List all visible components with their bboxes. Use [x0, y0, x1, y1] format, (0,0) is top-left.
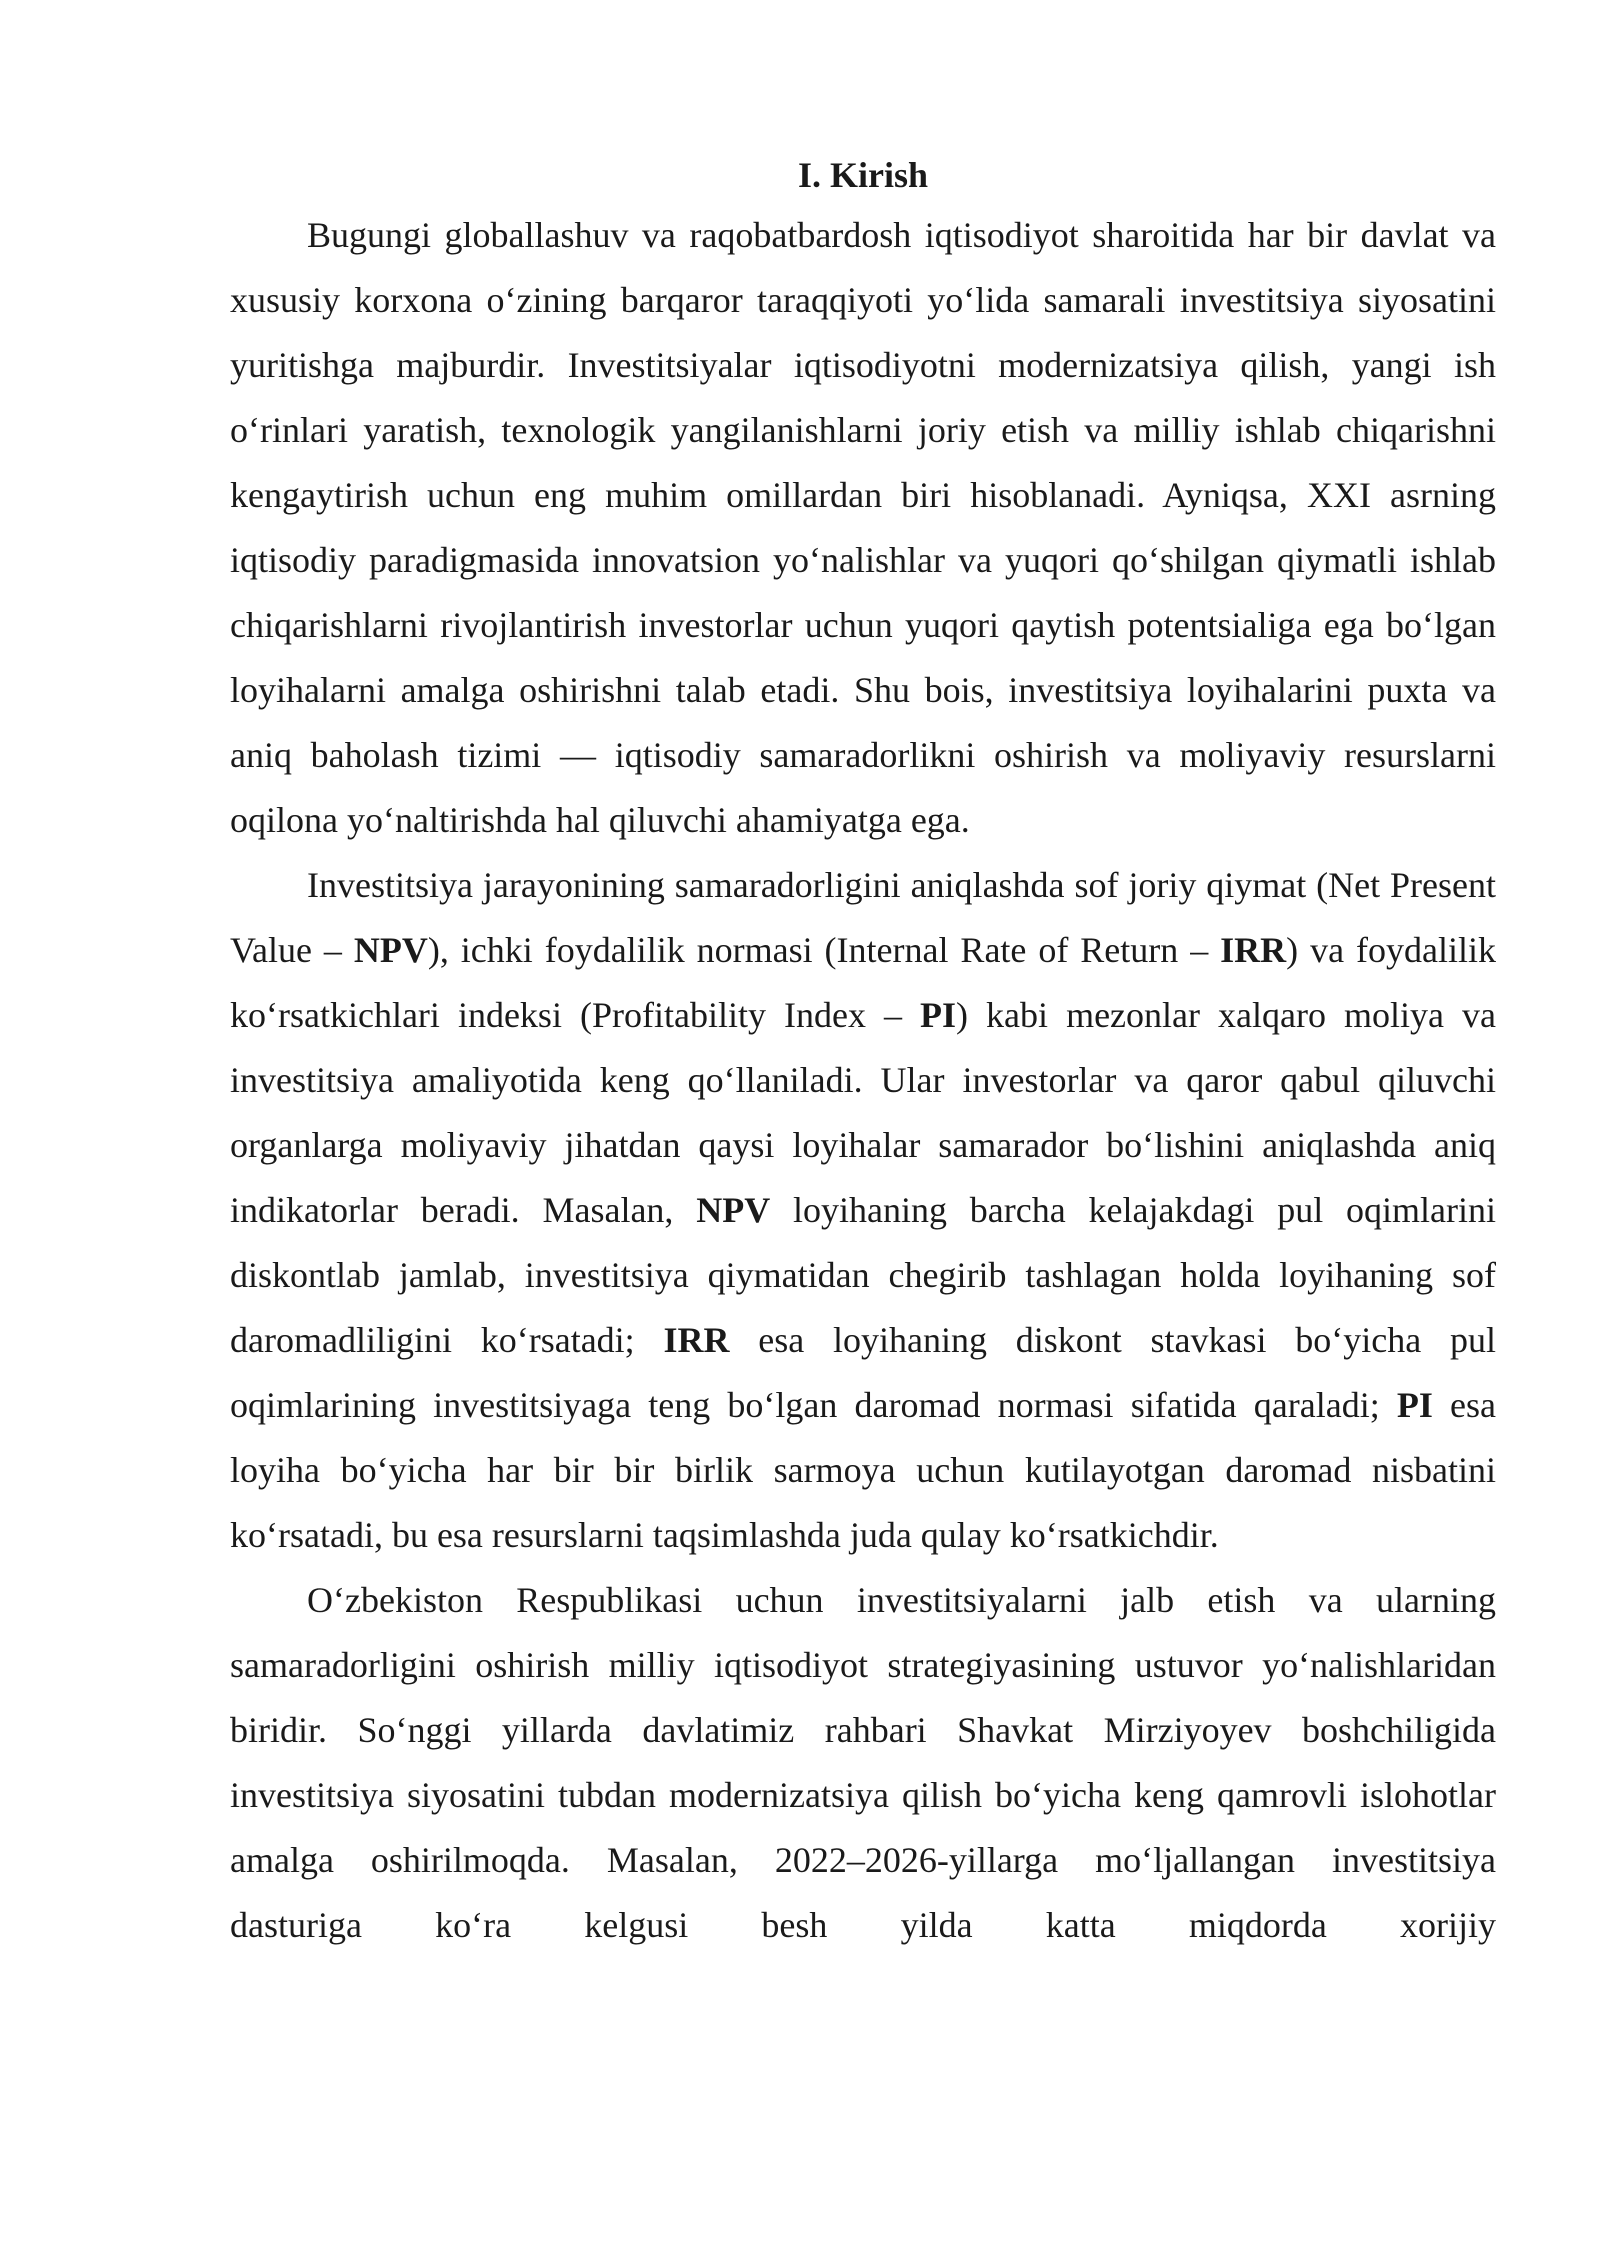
- paragraph-text: ), ichki foydalilik normasi (Internal Rate of Return –: [427, 930, 1221, 970]
- paragraph-text: esa loyiha bo‘yicha har bir bir birlik sarmoya uchun kutilayotgan daromad nisbatini ko‘rsatadi, bu esa resurslarni taqsimlashda juda qulay ko‘rsatkichdir.: [230, 1385, 1497, 1555]
- term-pi: PI: [1396, 1385, 1433, 1425]
- document-body: [230, 148, 1496, 1958]
- paragraph-text: ) va foydalilik ko‘rsatkichlari indeksi (Profitability Index –: [230, 930, 1497, 1035]
- term-irr: IRR: [663, 1320, 730, 1360]
- paragraph-2: [230, 853, 1496, 1568]
- paragraph-text: Bugungi globallashuv va raqobatbardosh iqtisodiyot sharoitida har bir davlat va xususiy korxona o‘zining barqaror taraqqiyoti yo‘lida samarali investitsiya siyosatini yuritishga majburdir. Investitsiyalar iqtisodiyotni modernizatsiya qilish, yangi ish o‘rinlari yaratish, texnologik yangilanishlarni joriy etish va milliy ishlab chiqarishni kengaytirish uchun eng muhim omillardan biri hisoblanadi. Ayniqsa, XXI asrning iqtisodiy paradigmasida innovatsion yo‘nalishlar va yuqori qo‘shilgan qiymatli ishlab chiqarishlarni rivojlantirish investorlar uchun yuqori qaytish potentsialiga ega bo‘lgan loyihalarni amalga oshirishni talab etadi. Shu bois, investitsiya loyihalarini puxta va aniq baholash tizimi — iqtisodiy samaradorlikni oshirish va moliyaviy resurslarni oqilona yo‘naltirishda hal qiluvchi ahamiyatga ega.: [230, 215, 1496, 840]
- paragraph-3: [230, 1568, 1496, 1958]
- paragraph-1: [230, 203, 1496, 853]
- term-npv: NPV: [353, 930, 428, 970]
- term-irr: IRR: [1220, 930, 1287, 970]
- section-heading: I. Kirish: [797, 155, 929, 195]
- term-pi: PI: [920, 995, 957, 1035]
- paragraph-text: ) kabi mezonlar xalqaro moliya va investitsiya amaliyotida keng qo‘llaniladi. Ular investorlar va qaror qabul qiluvchi organlarga moliyaviy jihatdan qaysi loyihalar samarador bo‘lishini aniqlashda aniq indikatorlar beradi. Masalan,: [230, 995, 1497, 1230]
- term-npv: NPV: [696, 1190, 771, 1230]
- paragraph-text: loyihaning barcha kelajakdagi pul oqimlarini diskontlab jamlab, investitsiya qiymatidan chegirib tashlagan holda loyihaning sof daromadliligini ko‘rsatadi;: [230, 1190, 1496, 1360]
- paragraph-text: Investitsiya jarayonining samaradorligini aniqlashda sof joriy qiymat (Net Present Value –: [230, 865, 1496, 970]
- paragraph-text: O‘zbekiston Respublikasi uchun investitsiyalarni jalb etish va ularning samaradorligini oshirish milliy iqtisodiyot strategiyasining ustuvor yo‘nalishlaridan biridir. So‘nggi yillarda davlatimiz rahbari Shavkat Mirziyoyev boshchiligida investitsiya siyosatini tubdan modernizatsiya qilish bo‘yicha keng qamrovli islohotlar amalga oshirilmoqda. Masalan, 2022–2026-yillarga mo‘ljallangan investitsiya dasturiga ko‘ra kelgusi besh yilda katta miqdorda xorijiy: [230, 1580, 1496, 1945]
- paragraph-text: esa loyihaning diskont stavkasi bo‘yicha pul oqimlarining investitsiyaga teng bo‘lgan daromad normasi sifatida qaraladi;: [230, 1320, 1496, 1425]
